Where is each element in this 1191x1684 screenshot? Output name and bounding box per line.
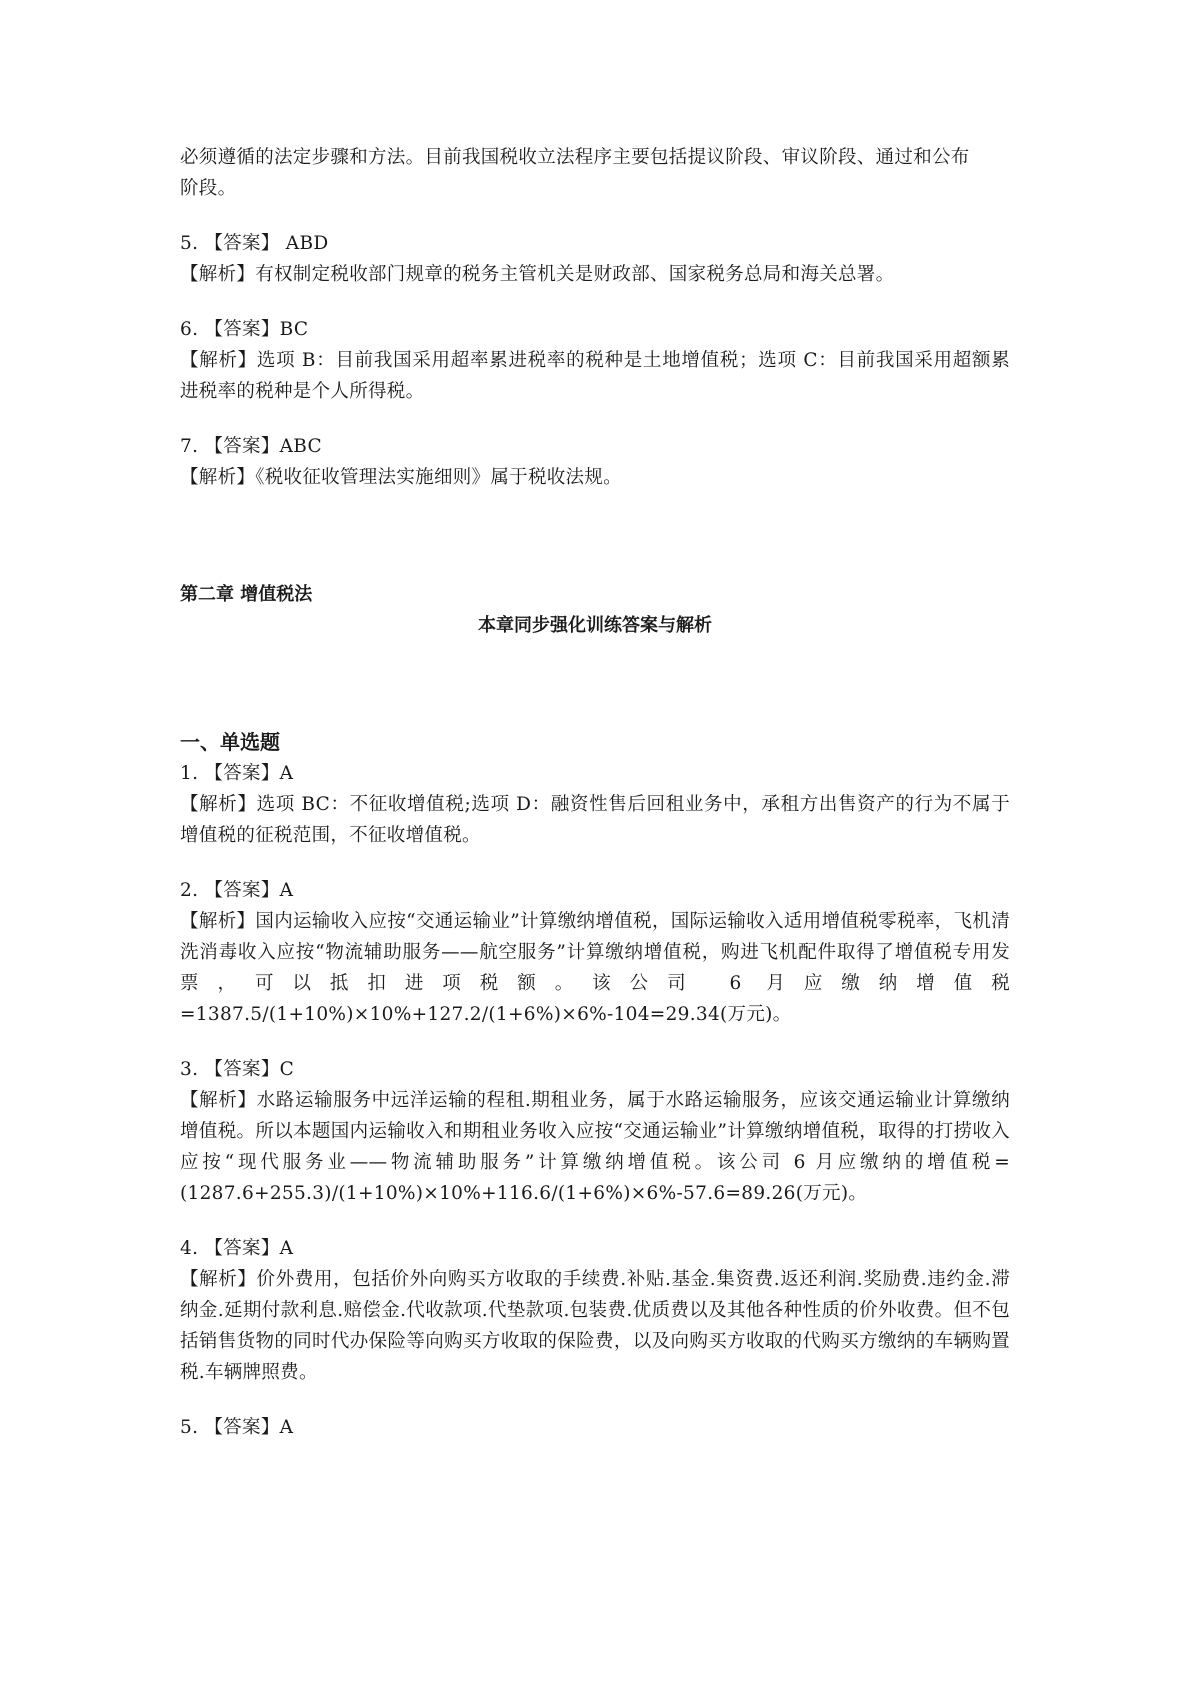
answer-line: 3. 【答案】C xyxy=(180,1059,295,1080)
analysis-text: 【解析】《税收征收管理法实施细则》属于税收法规。 xyxy=(180,467,622,488)
document-page xyxy=(180,142,1010,1443)
answer-line: 5. 【答案】A xyxy=(180,1417,294,1438)
analysis-text: 【解析】国内运输收入应按“交通运输业”计算缴纳增值税，国际运输收入适用增值税零税率，飞机清洗消毒收入应按“物流辅助服务——航空服务”计算缴纳增值税，购进飞机配件取得了增值税专用发票，可以抵扣进项税额。该公司 6 月应缴纳增值税=1387.5/(1+10%)×10%+127.2/(1+6%)×6%-104=29.34(万元)。 xyxy=(180,911,1010,1025)
analysis-text: 【解析】选项 BC：不征收增值税;选项 D：融资性售后回租业务中，承租方出售资产的行为不属于增值税的征税范围，不征收增值税。 xyxy=(180,794,1010,846)
answer-line: 7. 【答案】ABC xyxy=(180,436,322,457)
answer-line: 2. 【答案】A xyxy=(180,880,294,901)
analysis-text: 【解析】选项 B：目前我国采用超率累进税率的税种是土地增值税；选项 C：目前我国采用超额累进税率的税种是个人所得税。 xyxy=(180,350,1010,402)
answer-block xyxy=(180,314,1010,407)
answer-block xyxy=(180,758,1010,851)
analysis-text: 【解析】有权制定税收部门规章的税务主管机关是财政部、国家税务总局和海关总署。 xyxy=(180,264,895,285)
analysis-text: 【解析】水路运输服务中远洋运输的程租.期租业务，属于水路运输服务，应该交通运输业计算缴纳增值税。所以本题国内运输收入和期租业务收入应按“交通运输业”计算缴纳增值税，取得的打捞收入应按“现代服务业——物流辅助服务”计算缴纳增值税。该公司 6 月应缴纳的增值税=(1287.6+255.3)/(1+10%)×10%+116.6/(1+6%)×6%-57.6=89.26(万元)。 xyxy=(180,1090,1010,1204)
intro-line: 阶段。 xyxy=(180,178,237,199)
answer-block xyxy=(180,1233,1010,1388)
answer-line: 1. 【答案】A xyxy=(180,763,294,784)
answer-block xyxy=(180,228,1010,290)
section-title: 一、单选题 xyxy=(180,730,280,754)
chapter-subtitle: 本章同步强化训练答案与解析 xyxy=(478,615,712,636)
analysis-text: 【解析】价外费用，包括价外向购买方收取的手续费.补贴.基金.集资费.返还利润.奖励费.违约金.滞纳金.延期付款利息.赔偿金.代收款项.代垫款项.包装费.优质费以及其他各种性质的价外收费。但不包括销售货物的同时代办保险等向购买方收取的保险费，以及向购买方收取的代购买方缴纳的车辆购置税.车辆牌照费。 xyxy=(180,1269,1010,1383)
answer-line: 5. 【答案】 ABD xyxy=(180,233,329,254)
answer-block xyxy=(180,431,1010,493)
intro-line: 必须遵循的法定步骤和方法。目前我国税收立法程序主要包括提议阶段、审议阶段、通过和公布 xyxy=(180,147,970,168)
answer-block xyxy=(180,1412,1010,1443)
answer-block xyxy=(180,875,1010,1030)
answer-line: 6. 【答案】BC xyxy=(180,319,309,340)
answer-block xyxy=(180,1054,1010,1209)
chapter-title: 第二章 增值税法 xyxy=(180,584,313,605)
answer-line: 4. 【答案】A xyxy=(180,1238,294,1259)
